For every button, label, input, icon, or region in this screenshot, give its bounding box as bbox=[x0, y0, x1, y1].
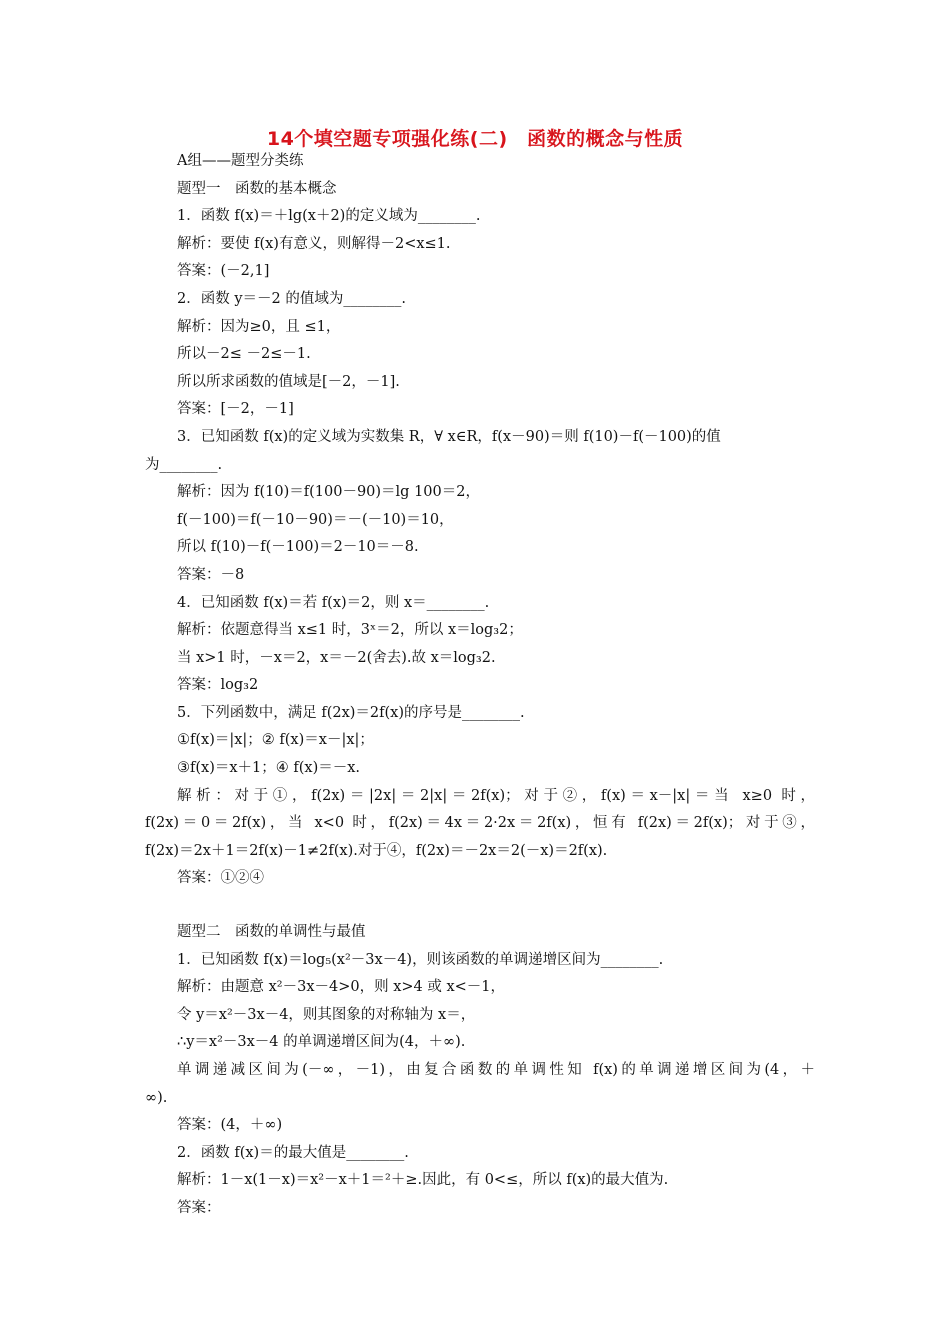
text-line-t2q1-solution-4: 单调递减区间为(－∞，－1)，由复合函数的单调性知 f(x)的单调递增区间为(4，＋ bbox=[177, 1062, 815, 1078]
text-line-q2-solution-1: 解析：因为≥0，且 ≤1， bbox=[177, 318, 341, 335]
text-line-t2q2-solution: 解析：1－x(1－x)＝x²－x＋1＝²＋≥.因此，有 0<≤，所以 f(x)的最大值为. bbox=[177, 1172, 669, 1189]
text-line-q3-1: 3．已知函数 f(x)的定义域为实数集 R，∀ x∈R，f(x－90)＝则 f(10)－f(－100)的值 bbox=[177, 428, 721, 445]
text-line-q5-answer: 答案：①②④ bbox=[177, 870, 264, 887]
text-line-q4-solution-1: 解析：依题意得当 x≤1 时，3ˣ＝2，所以 x＝log₃2； bbox=[177, 622, 523, 639]
text-line-t2q2: 2．函数 f(x)＝的最大值是________. bbox=[177, 1144, 409, 1161]
text-line-q5-options-2: ③f(x)＝x＋1；④ f(x)＝－x. bbox=[177, 760, 361, 777]
text-line-t2q2-answer: 答案： bbox=[177, 1199, 221, 1216]
text-line-a-group: A组——题型分类练 bbox=[177, 153, 304, 169]
text-line-t2q1-solution-3: ∴y＝x²－3x－4 的单调递增区间为(4，＋∞). bbox=[177, 1034, 466, 1051]
text-line-type2-heading: 题型二 函数的单调性与最值 bbox=[177, 924, 366, 941]
text-line-q3-solution-1: 解析：因为 f(10)＝f(100－90)＝lg 100＝2， bbox=[177, 484, 480, 501]
document-body bbox=[145, 148, 815, 1223]
document-title: 14个填空题专项强化练(二) 函数的概念与性质 bbox=[266, 128, 684, 150]
text-line-q3-answer: 答案：－8 bbox=[177, 566, 245, 583]
text-line-q1-solution: 解析：要使 f(x)有意义，则解得－2<x≤1. bbox=[177, 235, 451, 252]
text-line-q5: 5．下列函数中，满足 f(2x)＝2f(x)的序号是________. bbox=[177, 704, 525, 721]
text-line-q4-solution-2: 当 x>1 时，－x＝2，x＝－2(舍去).故 x＝log₃2. bbox=[177, 649, 496, 666]
text-line-t2q1-answer: 答案：(4，＋∞) bbox=[177, 1117, 283, 1134]
text-line-q2: 2．函数 y＝－2 的值域为________. bbox=[177, 290, 406, 307]
text-line-q1: 1．函数 f(x)＝＋lg(x＋2)的定义域为________. bbox=[177, 208, 481, 225]
text-line-q4: 4．已知函数 f(x)＝若 f(x)＝2，则 x＝________. bbox=[177, 594, 490, 611]
text-line-t2q1-solution-1: 解析：由题意 x²－3x－4>0，则 x>4 或 x<－1， bbox=[177, 979, 506, 996]
text-line-t2q1-solution-5: ∞). bbox=[145, 1089, 168, 1106]
text-line-q2-solution-2: 所以－2≤ －2≤－1. bbox=[177, 346, 311, 363]
text-line-q3-solution-3: 所以 f(10)－f(－100)＝2－10＝－8. bbox=[177, 539, 419, 556]
text-line-q5-solution-3: f(2x)＝2x＋1＝2f(x)－1≠2f(x).对于④，f(2x)＝－2x＝2(－x)＝2f(x). bbox=[145, 842, 608, 859]
text-line-q2-answer: 答案：[－2，－1] bbox=[177, 401, 294, 418]
text-line-q3-solution-2: f(－100)＝f(－10－90)＝－(－10)＝10， bbox=[177, 511, 454, 528]
text-line-q5-solution-2: f(2x)＝0＝2f(x)，当 x<0 时，f(2x)＝4x＝2·2x＝2f(x)，恒有 f(2x)＝2f(x)；对于③， bbox=[145, 815, 815, 832]
text-line-q5-options-1: ①f(x)＝|x|；② f(x)＝x－|x|； bbox=[177, 732, 374, 749]
text-line-type1-heading: 题型一 函数的基本概念 bbox=[177, 180, 337, 197]
text-line-q2-solution-3: 所以所求函数的值域是[－2，－1]. bbox=[177, 373, 400, 390]
text-line-t2q1-solution-2: 令 y＝x²－3x－4，则其图象的对称轴为 x＝， bbox=[177, 1006, 476, 1023]
text-line-q3-2: 为________. bbox=[145, 456, 223, 473]
text-line-t2q1: 1．已知函数 f(x)＝log₅(x²－3x－4)，则该函数的单调递增区间为________. bbox=[177, 951, 664, 968]
text-line-q4-answer: 答案：log₃2 bbox=[177, 677, 259, 694]
text-line-q5-solution-1: 解析：对于①，f(2x)＝|2x|＝2|x|＝2f(x)；对于②，f(x)＝x－|x|＝当 x≥0 时， bbox=[177, 787, 815, 804]
text-line-q1-answer: 答案：(－2,1] bbox=[177, 263, 270, 280]
